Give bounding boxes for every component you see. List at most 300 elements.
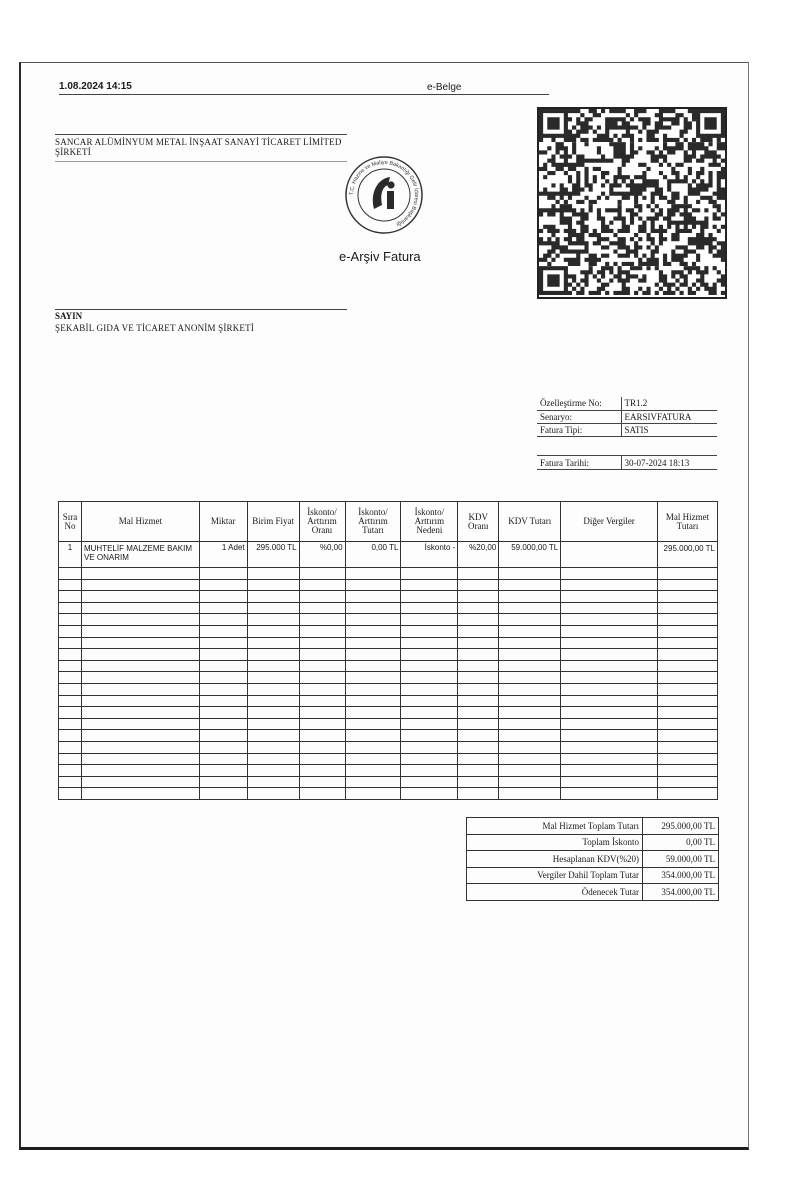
empty-table-row xyxy=(59,625,718,637)
empty-cell xyxy=(458,695,499,707)
empty-cell xyxy=(299,660,345,672)
empty-cell xyxy=(458,602,499,614)
empty-cell xyxy=(59,660,82,672)
empty-cell xyxy=(247,660,299,672)
meta-row xyxy=(537,423,717,436)
empty-cell xyxy=(657,602,717,614)
empty-cell xyxy=(401,695,458,707)
items-table xyxy=(58,501,718,800)
empty-cell xyxy=(561,695,658,707)
empty-cell xyxy=(561,649,658,661)
empty-cell xyxy=(657,788,717,800)
empty-cell xyxy=(199,649,247,661)
empty-cell xyxy=(247,741,299,753)
empty-cell xyxy=(458,718,499,730)
empty-cell xyxy=(561,625,658,637)
empty-cell xyxy=(345,788,401,800)
empty-cell xyxy=(345,625,401,637)
empty-cell xyxy=(81,672,199,684)
totals-row xyxy=(467,867,719,884)
empty-cell xyxy=(59,602,82,614)
empty-cell xyxy=(199,776,247,788)
col-header-discount-amount: İskonto/ Arttırım Tutarı xyxy=(345,502,401,542)
row-vat-amount: 59.000,00 TL xyxy=(499,542,561,568)
empty-cell xyxy=(199,788,247,800)
empty-cell xyxy=(59,753,82,765)
seller-name: SANCAR ALÜMİNYUM METAL İNŞAAT SANAYİ TİCARET LİMİTED ŞİRKETİ xyxy=(55,137,342,157)
seller-top-rule xyxy=(55,134,347,135)
empty-cell xyxy=(499,741,561,753)
meta-row xyxy=(537,397,717,410)
empty-cell xyxy=(561,637,658,649)
empty-cell xyxy=(657,672,717,684)
empty-cell xyxy=(199,602,247,614)
empty-cell xyxy=(81,602,199,614)
empty-cell xyxy=(657,683,717,695)
empty-cell xyxy=(401,614,458,626)
empty-cell xyxy=(299,625,345,637)
empty-cell xyxy=(657,649,717,661)
empty-cell xyxy=(499,579,561,591)
empty-cell xyxy=(458,788,499,800)
empty-cell xyxy=(299,730,345,742)
empty-cell xyxy=(657,753,717,765)
empty-cell xyxy=(299,753,345,765)
empty-cell xyxy=(199,753,247,765)
empty-table-row xyxy=(59,672,718,684)
empty-cell xyxy=(59,625,82,637)
empty-cell xyxy=(458,730,499,742)
empty-table-row xyxy=(59,591,718,603)
empty-cell xyxy=(199,765,247,777)
empty-cell xyxy=(401,625,458,637)
empty-cell xyxy=(458,741,499,753)
empty-cell xyxy=(247,614,299,626)
logo-ring-text: T.C. Hazine ve Maliye Bakanlığı Gelir İdaresi Başkanlığı xyxy=(348,159,420,228)
empty-cell xyxy=(199,591,247,603)
empty-cell xyxy=(561,730,658,742)
empty-cell xyxy=(81,765,199,777)
empty-cell xyxy=(299,695,345,707)
empty-cell xyxy=(345,672,401,684)
empty-cell xyxy=(299,672,345,684)
empty-cell xyxy=(345,776,401,788)
empty-cell xyxy=(59,568,82,580)
empty-table-row xyxy=(59,614,718,626)
totals-value: 354.000,00 TL xyxy=(643,867,719,884)
empty-cell xyxy=(401,579,458,591)
buyer-name: ŞEKABİL GIDA VE TİCARET ANONİM ŞİRKETİ xyxy=(55,323,255,333)
empty-cell xyxy=(247,788,299,800)
col-header-vat-amount: KDV Tutarı xyxy=(499,502,561,542)
empty-table-row xyxy=(59,707,718,719)
empty-cell xyxy=(199,695,247,707)
print-datetime: 1.08.2024 14:15 xyxy=(59,81,132,92)
empty-cell xyxy=(401,637,458,649)
invoice-date-label: Fatura Tarihi: xyxy=(537,456,621,470)
row-other-taxes xyxy=(561,542,658,568)
empty-cell xyxy=(561,591,658,603)
empty-cell xyxy=(458,568,499,580)
empty-cell xyxy=(458,649,499,661)
empty-cell xyxy=(247,602,299,614)
empty-cell xyxy=(247,707,299,719)
empty-cell xyxy=(199,672,247,684)
empty-cell xyxy=(657,625,717,637)
invoice-date-value: 30-07-2024 18:13 xyxy=(621,456,717,470)
empty-cell xyxy=(299,602,345,614)
totals-row xyxy=(467,818,719,835)
row-quantity: 1 Adet xyxy=(199,542,247,568)
header-rule xyxy=(59,94,549,95)
empty-cell xyxy=(59,730,82,742)
empty-cell xyxy=(81,718,199,730)
empty-table-row xyxy=(59,637,718,649)
col-header-quantity: Miktar xyxy=(199,502,247,542)
empty-cell xyxy=(401,660,458,672)
empty-table-row xyxy=(59,730,718,742)
seller-bottom-rule xyxy=(55,161,347,162)
empty-cell xyxy=(299,637,345,649)
empty-cell xyxy=(499,753,561,765)
empty-cell xyxy=(59,741,82,753)
empty-cell xyxy=(81,637,199,649)
empty-cell xyxy=(401,776,458,788)
table-row xyxy=(59,542,718,568)
document-type-title: e-Arşiv Fatura xyxy=(339,249,421,264)
empty-cell xyxy=(299,579,345,591)
empty-cell xyxy=(401,707,458,719)
empty-cell xyxy=(561,753,658,765)
empty-cell xyxy=(561,707,658,719)
empty-cell xyxy=(499,718,561,730)
empty-cell xyxy=(81,591,199,603)
empty-cell xyxy=(561,718,658,730)
empty-cell xyxy=(458,753,499,765)
empty-cell xyxy=(458,625,499,637)
empty-cell xyxy=(499,707,561,719)
empty-cell xyxy=(345,765,401,777)
empty-cell xyxy=(499,695,561,707)
meta-value: SATIS xyxy=(621,423,717,436)
empty-cell xyxy=(458,579,499,591)
col-header-discount-reason: İskonto/ Arttırım Nedeni xyxy=(401,502,458,542)
gib-logo-icon xyxy=(344,155,424,235)
empty-cell xyxy=(561,683,658,695)
invoice-date-table xyxy=(537,455,717,470)
empty-cell xyxy=(401,602,458,614)
row-discount-reason: İskonto - xyxy=(401,542,458,568)
empty-cell xyxy=(458,683,499,695)
empty-cell xyxy=(657,579,717,591)
empty-cell xyxy=(499,602,561,614)
buyer-label: SAYIN xyxy=(55,311,83,321)
empty-cell xyxy=(81,625,199,637)
empty-cell xyxy=(561,614,658,626)
empty-cell xyxy=(401,765,458,777)
empty-cell xyxy=(59,637,82,649)
qr-modules xyxy=(539,109,725,295)
empty-cell xyxy=(657,707,717,719)
empty-table-row xyxy=(59,741,718,753)
empty-cell xyxy=(458,614,499,626)
row-description: MUHTELİF MALZEME BAKIM VE ONARIM xyxy=(81,542,199,568)
empty-cell xyxy=(299,683,345,695)
empty-cell xyxy=(247,683,299,695)
empty-cell xyxy=(458,707,499,719)
empty-cell xyxy=(345,707,401,719)
empty-cell xyxy=(59,765,82,777)
empty-cell xyxy=(458,776,499,788)
empty-cell xyxy=(561,672,658,684)
empty-cell xyxy=(199,614,247,626)
empty-cell xyxy=(499,776,561,788)
empty-cell xyxy=(345,741,401,753)
empty-cell xyxy=(401,649,458,661)
empty-cell xyxy=(81,579,199,591)
empty-cell xyxy=(657,568,717,580)
totals-value: 295.000,00 TL xyxy=(643,818,719,835)
row-discount-amount: 0,00 TL xyxy=(345,542,401,568)
empty-cell xyxy=(247,753,299,765)
empty-cell xyxy=(499,568,561,580)
empty-cell xyxy=(657,730,717,742)
empty-cell xyxy=(81,707,199,719)
empty-table-row xyxy=(59,602,718,614)
empty-cell xyxy=(199,625,247,637)
empty-cell xyxy=(657,776,717,788)
empty-cell xyxy=(561,788,658,800)
empty-cell xyxy=(561,765,658,777)
empty-cell xyxy=(345,579,401,591)
row-line-total: 295.000,00 TL xyxy=(657,542,717,568)
totals-value: 354.000,00 TL xyxy=(643,884,719,901)
empty-cell xyxy=(458,591,499,603)
invoice-meta-table xyxy=(537,397,717,437)
empty-table-row xyxy=(59,683,718,695)
empty-cell xyxy=(657,718,717,730)
col-header-line-total: Mal Hizmet Tutarı xyxy=(657,502,717,542)
col-header-other-taxes: Diğer Vergiler xyxy=(561,502,658,542)
meta-row xyxy=(537,410,717,423)
empty-cell xyxy=(59,776,82,788)
empty-cell xyxy=(247,765,299,777)
empty-cell xyxy=(345,683,401,695)
totals-row xyxy=(467,884,719,901)
empty-cell xyxy=(59,707,82,719)
items-header-row xyxy=(59,502,718,542)
empty-cell xyxy=(299,568,345,580)
empty-cell xyxy=(657,695,717,707)
col-header-discount-rate: İskonto/ Arttırım Oranı xyxy=(299,502,345,542)
invoice-page xyxy=(19,62,749,1150)
empty-cell xyxy=(299,765,345,777)
empty-cell xyxy=(299,707,345,719)
empty-cell xyxy=(247,649,299,661)
empty-cell xyxy=(345,591,401,603)
empty-cell xyxy=(299,788,345,800)
document-header-title: e-Belge xyxy=(427,82,462,93)
empty-table-row xyxy=(59,753,718,765)
empty-cell xyxy=(247,695,299,707)
empty-cell xyxy=(345,660,401,672)
empty-cell xyxy=(59,672,82,684)
empty-cell xyxy=(499,637,561,649)
empty-cell xyxy=(499,765,561,777)
empty-cell xyxy=(345,568,401,580)
empty-cell xyxy=(299,776,345,788)
totals-label: Ödenecek Tutar xyxy=(467,884,643,901)
empty-cell xyxy=(345,695,401,707)
empty-cell xyxy=(345,649,401,661)
empty-cell xyxy=(458,672,499,684)
empty-cell xyxy=(561,660,658,672)
empty-cell xyxy=(247,672,299,684)
totals-label: Mal Hizmet Toplam Tutarı xyxy=(467,818,643,835)
empty-table-row xyxy=(59,660,718,672)
row-no: 1 xyxy=(59,542,82,568)
empty-cell xyxy=(247,591,299,603)
empty-cell xyxy=(81,649,199,661)
empty-cell xyxy=(561,568,658,580)
empty-cell xyxy=(81,614,199,626)
empty-cell xyxy=(59,683,82,695)
empty-cell xyxy=(657,741,717,753)
col-header-vat-rate: KDV Oranı xyxy=(458,502,499,542)
empty-cell xyxy=(561,602,658,614)
empty-cell xyxy=(458,637,499,649)
empty-table-row xyxy=(59,649,718,661)
empty-cell xyxy=(401,718,458,730)
empty-cell xyxy=(81,741,199,753)
col-header-unit-price: Birim Fiyat xyxy=(247,502,299,542)
empty-table-row xyxy=(59,765,718,777)
empty-cell xyxy=(199,579,247,591)
empty-cell xyxy=(561,776,658,788)
empty-cell xyxy=(59,649,82,661)
empty-cell xyxy=(345,602,401,614)
empty-cell xyxy=(499,730,561,742)
empty-cell xyxy=(199,637,247,649)
empty-cell xyxy=(81,753,199,765)
empty-cell xyxy=(401,591,458,603)
empty-table-row xyxy=(59,788,718,800)
empty-cell xyxy=(247,730,299,742)
totals-value: 59.000,00 TL xyxy=(643,851,719,868)
empty-cell xyxy=(81,660,199,672)
empty-cell xyxy=(458,765,499,777)
empty-cell xyxy=(247,579,299,591)
empty-cell xyxy=(299,649,345,661)
qr-code-icon xyxy=(537,107,727,299)
empty-cell xyxy=(299,614,345,626)
totals-label: Toplam İskonto xyxy=(467,834,643,851)
empty-cell xyxy=(345,718,401,730)
buyer-top-rule xyxy=(55,309,347,310)
empty-cell xyxy=(401,683,458,695)
empty-cell xyxy=(199,568,247,580)
empty-cell xyxy=(561,741,658,753)
empty-cell xyxy=(81,695,199,707)
empty-cell xyxy=(59,695,82,707)
empty-cell xyxy=(59,614,82,626)
empty-cell xyxy=(299,718,345,730)
totals-table xyxy=(466,817,719,901)
empty-cell xyxy=(199,683,247,695)
empty-cell xyxy=(247,625,299,637)
empty-table-row xyxy=(59,695,718,707)
empty-cell xyxy=(401,753,458,765)
empty-cell xyxy=(81,788,199,800)
empty-cell xyxy=(401,730,458,742)
totals-label: Hesaplanan KDV(%20) xyxy=(467,851,643,868)
empty-cell xyxy=(561,579,658,591)
empty-cell xyxy=(345,637,401,649)
empty-cell xyxy=(81,568,199,580)
totals-value: 0,00 TL xyxy=(643,834,719,851)
totals-row xyxy=(467,834,719,851)
empty-cell xyxy=(499,625,561,637)
empty-cell xyxy=(247,637,299,649)
empty-cell xyxy=(345,753,401,765)
empty-cell xyxy=(59,591,82,603)
empty-cell xyxy=(247,568,299,580)
empty-cell xyxy=(199,741,247,753)
meta-label: Fatura Tipi: xyxy=(537,423,621,436)
meta-value: TR1.2 xyxy=(621,397,717,410)
empty-cell xyxy=(401,741,458,753)
empty-cell xyxy=(199,730,247,742)
row-vat-rate: %20,00 xyxy=(458,542,499,568)
totals-row xyxy=(467,851,719,868)
empty-cell xyxy=(499,614,561,626)
empty-cell xyxy=(199,660,247,672)
empty-cell xyxy=(499,788,561,800)
empty-cell xyxy=(499,660,561,672)
empty-cell xyxy=(247,718,299,730)
empty-table-row xyxy=(59,568,718,580)
empty-cell xyxy=(499,672,561,684)
meta-value: EARSIVFATURA xyxy=(621,410,717,423)
svg-text:T.C. Hazine ve Maliye Bakanlığ xyxy=(349,160,420,227)
empty-cell xyxy=(657,637,717,649)
empty-cell xyxy=(59,579,82,591)
empty-cell xyxy=(657,765,717,777)
empty-cell xyxy=(657,614,717,626)
empty-cell xyxy=(299,741,345,753)
empty-cell xyxy=(299,591,345,603)
empty-cell xyxy=(199,718,247,730)
empty-cell xyxy=(345,730,401,742)
empty-cell xyxy=(81,730,199,742)
empty-cell xyxy=(499,591,561,603)
empty-cell xyxy=(499,683,561,695)
empty-cell xyxy=(345,614,401,626)
col-header-item: Mal Hizmet xyxy=(81,502,199,542)
empty-table-row xyxy=(59,718,718,730)
totals-label: Vergiler Dahil Toplam Tutar xyxy=(467,867,643,884)
empty-cell xyxy=(247,776,299,788)
meta-label: Senaryo: xyxy=(537,410,621,423)
empty-table-row xyxy=(59,579,718,591)
empty-cell xyxy=(458,660,499,672)
empty-cell xyxy=(199,707,247,719)
empty-cell xyxy=(401,788,458,800)
empty-cell xyxy=(499,649,561,661)
empty-cell xyxy=(657,591,717,603)
meta-label: Özelleştirme No: xyxy=(537,397,621,410)
col-header-no: Sıra No xyxy=(59,502,82,542)
